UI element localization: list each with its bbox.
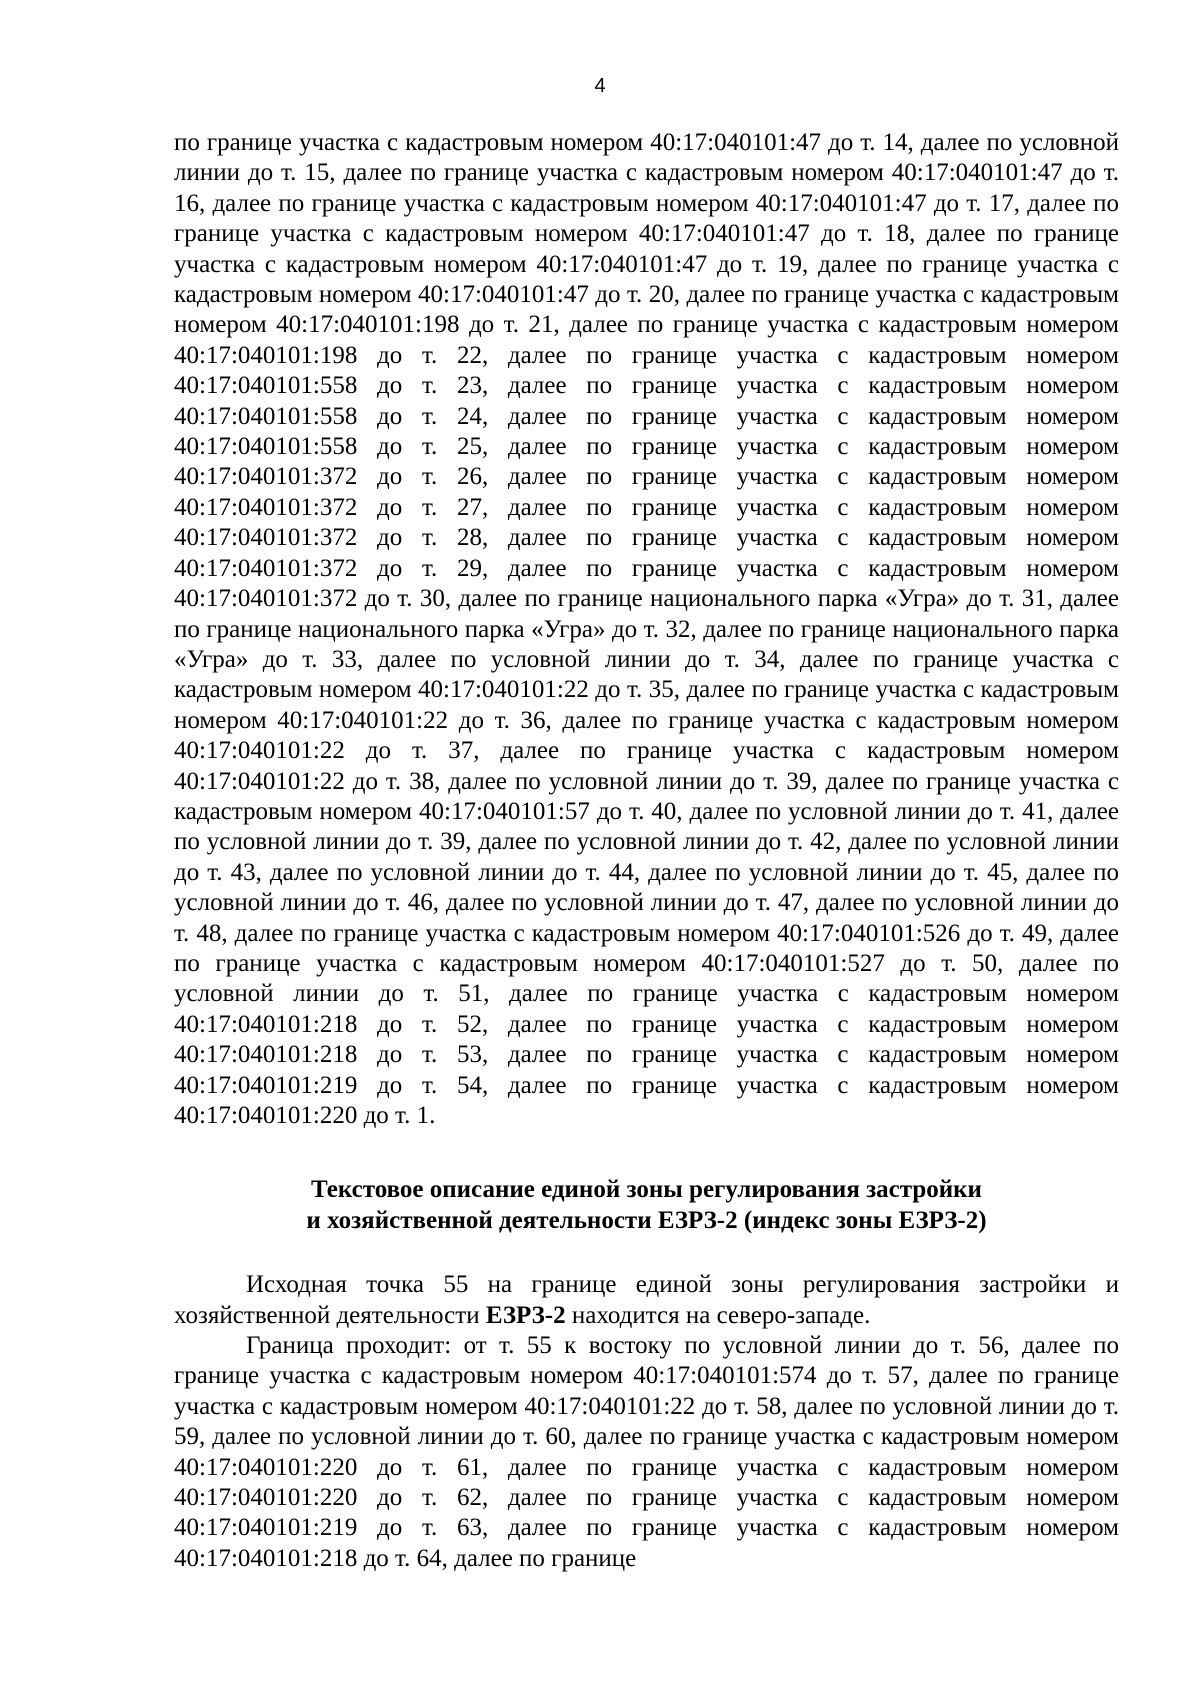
document-body <box>174 128 1119 1574</box>
paragraph-boundary-description-ezrz2: Граница проходит: от т. 55 к востоку по условной линии до т. 56, далее по границе участка с кадастровым номером 40:17:040101:574 до т. 57, далее по границе участка с кадастровым номером 40:17:040101:22 до т. 58, далее по условной линии до т. 59, далее по условной линии до т. 60, далее по границе участка с кадастровым номером 40:17:040101:220 до т. 61, далее по границе участка с кадастровым номером 40:17:040101:220 до т. 62, далее по границе участка с кадастровым номером 40:17:040101:219 до т. 63, далее по границе участка с кадастровым номером 40:17:040101:218 до т. 64, далее по границе <box>174 1332 1119 1572</box>
paragraph-starting-point-text: Исходная точка 55 на границе единой зоны регулирования застройки и хозяйственной деятельности <box>174 1271 1119 1329</box>
zone-index-bold: ЕЗРЗ-2 <box>485 1301 566 1329</box>
section-heading-line-2: и хозяйственной деятельности ЕЗРЗ-2 (индекс зоны ЕЗРЗ-2) <box>306 1206 987 1234</box>
paragraph-starting-point-tail: находится на северо-западе. <box>565 1301 871 1329</box>
section-heading-ezrz2 <box>174 1175 1119 1236</box>
paragraph-starting-point <box>174 1270 1119 1331</box>
page-number: 4 <box>594 75 606 97</box>
section-heading-line-1: Текстовое описание единой зоны регулирования застройки <box>311 1176 982 1204</box>
paragraph-boundary-description-ezrz1-continuation: по границе участка с кадастровым номером 40:17:040101:47 до т. 14, далее по условной линии до т. 15, далее по границе участка с кадастровым номером 40:17:040101:47 до т. 16, далее по границе участка с кадастровым номером 40:17:040101:47 до т. 17, далее по границе участка с кадастровым номером 40:17:040101:47 до т. 18, далее по границе участка с кадастровым номером 40:17:040101:47 до т. 19, далее по границе участка с кадастровым номером 40:17:040101:47 до т. 20, далее по границе участка с кадастровым номером 40:17:040101:198 до т. 21, далее по границе участка с кадастровым номером 40:17:040101:198 до т. 22, далее по границе участка с кадастровым номером 40:17:040101:558 до т. 23, далее по границе участка с кадастровым номером 40:17:040101:558 до т. 24, далее по границе участка с кадастровым номером 40:17:040101:558 до т. 25, далее по границе участка с кадастровым номером 40:17:040101:372 до т. 26, далее по границе участка с кадастровым номером 40:17:040101:372 до т. 27, далее по границе участка с кадастровым номером 40:17:040101:372 до т. 28, далее по границе участка с кадастровым номером 40:17:040101:372 до т. 29, далее по границе участка с кадастровым номером 40:17:040101:372 до т. 30, далее по границе национального парка «Угра» до т. 31, далее по границе национального парка «Угра» до т. 32, далее по границе национального парка «Угра» до т. 33, далее по условной линии до т. 34, далее по границе участка с кадастровым номером 40:17:040101:22 до т. 35, далее по границе участка с кадастровым номером 40:17:040101:22 до т. 36, далее по границе участка с кадастровым номером 40:17:040101:22 до т. 37, далее по границе участка с кадастровым номером 40:17:040101:22 до т. 38, далее по условной линии до т. 39, далее по границе участка с кадастровым номером 40:17:040101:57 до т. 40, далее по условной линии до т. 41, далее по условной линии до т. 39, далее по условной линии до т. 42, далее по условной линии до т. 43, далее по условной линии до т. 44, далее по условной линии до т. 45, далее по условной линии до т. 46, далее по условной линии до т. 47, далее по условной линии до т. 48, далее по границе участка с кадастровым номером 40:17:040101:526 до т. 49, далее по границе участка с кадастровым номером 40:17:040101:527 до т. 50, далее по условной линии до т. 51, далее по границе участка с кадастровым номером 40:17:040101:218 до т. 52, далее по границе участка с кадастровым номером 40:17:040101:218 до т. 53, далее по границе участка с кадастровым номером 40:17:040101:219 до т. 54, далее по границе участка с кадастровым номером 40:17:040101:220 до т. 1. <box>174 129 1119 1129</box>
